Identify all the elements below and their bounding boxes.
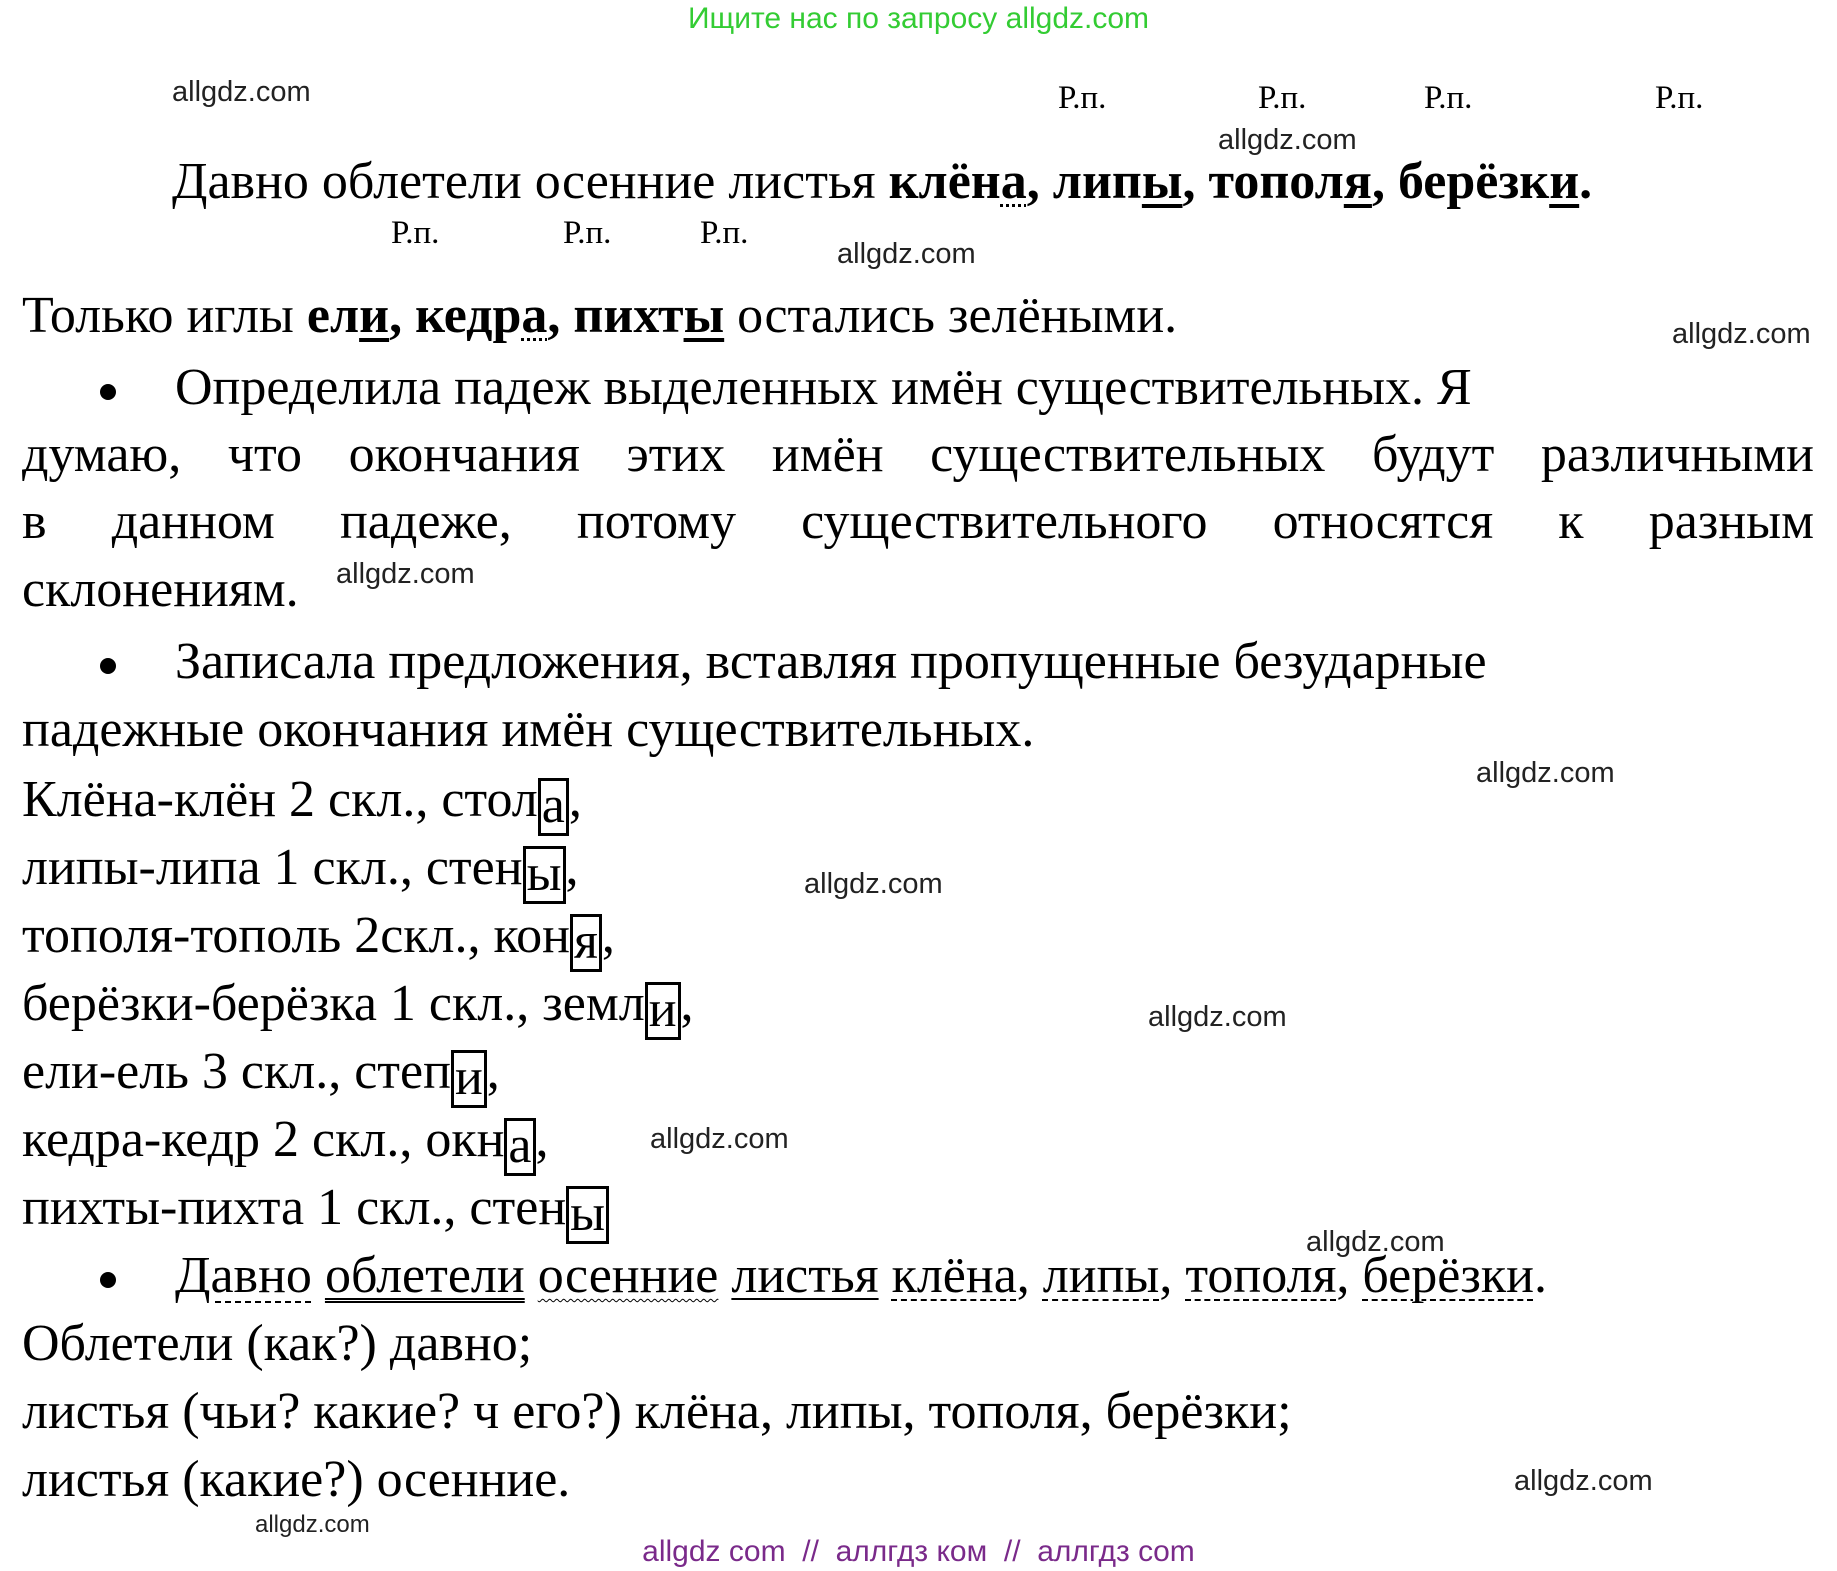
pair-row: ели-ель 3 скл., степи, [22,1043,500,1106]
ending-box: ы [523,846,566,904]
pair-row: берёзки-берёзка 1 скл., земли, [22,975,694,1038]
pair-row: кедра-кедр 2 скл., окна, [22,1111,549,1174]
para2-line2: падежные окончания имён существительных. [22,701,1035,758]
bullet [100,658,116,674]
watermark: allgdz.com [837,238,976,270]
watermark: allgdz.com [1306,1226,1445,1258]
watermark: allgdz.com [1672,318,1811,350]
watermark: allgdz.com [336,558,475,590]
watermark: allgdz.com [1218,124,1357,156]
watermark: allgdz.com [1476,757,1615,789]
para1-line2: думаю, что окончания этих имён существительных будут различными [22,426,1814,483]
ending-box: а [504,1118,535,1176]
para1-line3: в данном падеже, потому существительного относятся к разным [22,493,1814,550]
para1-line4: склонениям. [22,561,299,618]
ending-box: и [645,982,681,1040]
footer-banner: allgdz com // аллгдз ком // аллгдз com [642,1535,1195,1568]
sentence-2: Только иглы ели, кедра, пихты остались зелёными. [22,287,1178,344]
watermark: allgdz.com [255,1511,370,1538]
watermark: allgdz.com [804,868,943,900]
bullet [100,384,116,400]
pair-row: пихты-пихта 1 скл., стены [22,1180,609,1238]
case-label: Р.п. [700,215,749,251]
case-label: Р.п. [391,215,440,251]
question-2: листья (чьи? какие? ч его?) клёна, липы, тополя, берёзки; [22,1383,1292,1440]
case-label: Р.п. [1655,80,1704,116]
pair-row: липы-липа 1 скл., стены, [22,839,579,902]
case-label: Р.п. [1424,80,1473,116]
watermark: allgdz.com [650,1123,789,1155]
sentence-1: Давно облетели осенние листья клёна, липы, тополя, берёзки. [172,153,1593,210]
para1-line1: Определила падеж выделенных имён существительных. Я [175,359,1472,416]
ending-box: я [570,914,602,972]
top-banner: Ищите нас по запросу allgdz.com [687,2,1150,35]
ending-box: и [451,1050,487,1108]
pair-row: Клёна-клён 2 скл., стола, [22,771,582,834]
case-label: Р.п. [1258,80,1307,116]
question-1: Облетели (как?) давно; [22,1315,533,1372]
ending-box: ы [566,1186,609,1244]
watermark: allgdz.com [1514,1465,1653,1497]
question-3: листья (какие?) осенние. [22,1451,571,1508]
para2-line1: Записала предложения, вставляя пропущенные безударные [175,633,1487,690]
pair-row: тополя-тополь 2скл., коня, [22,907,615,970]
bullet [100,1272,116,1288]
ending-box: а [538,778,569,836]
parsed-sentence: Давно облетели осенние листья клёна, липы, тополя, берёзки. [175,1247,1547,1304]
watermark: allgdz.com [172,76,311,108]
case-label: Р.п. [1058,80,1107,116]
case-label: Р.п. [563,215,612,251]
watermark: allgdz.com [1148,1001,1287,1033]
